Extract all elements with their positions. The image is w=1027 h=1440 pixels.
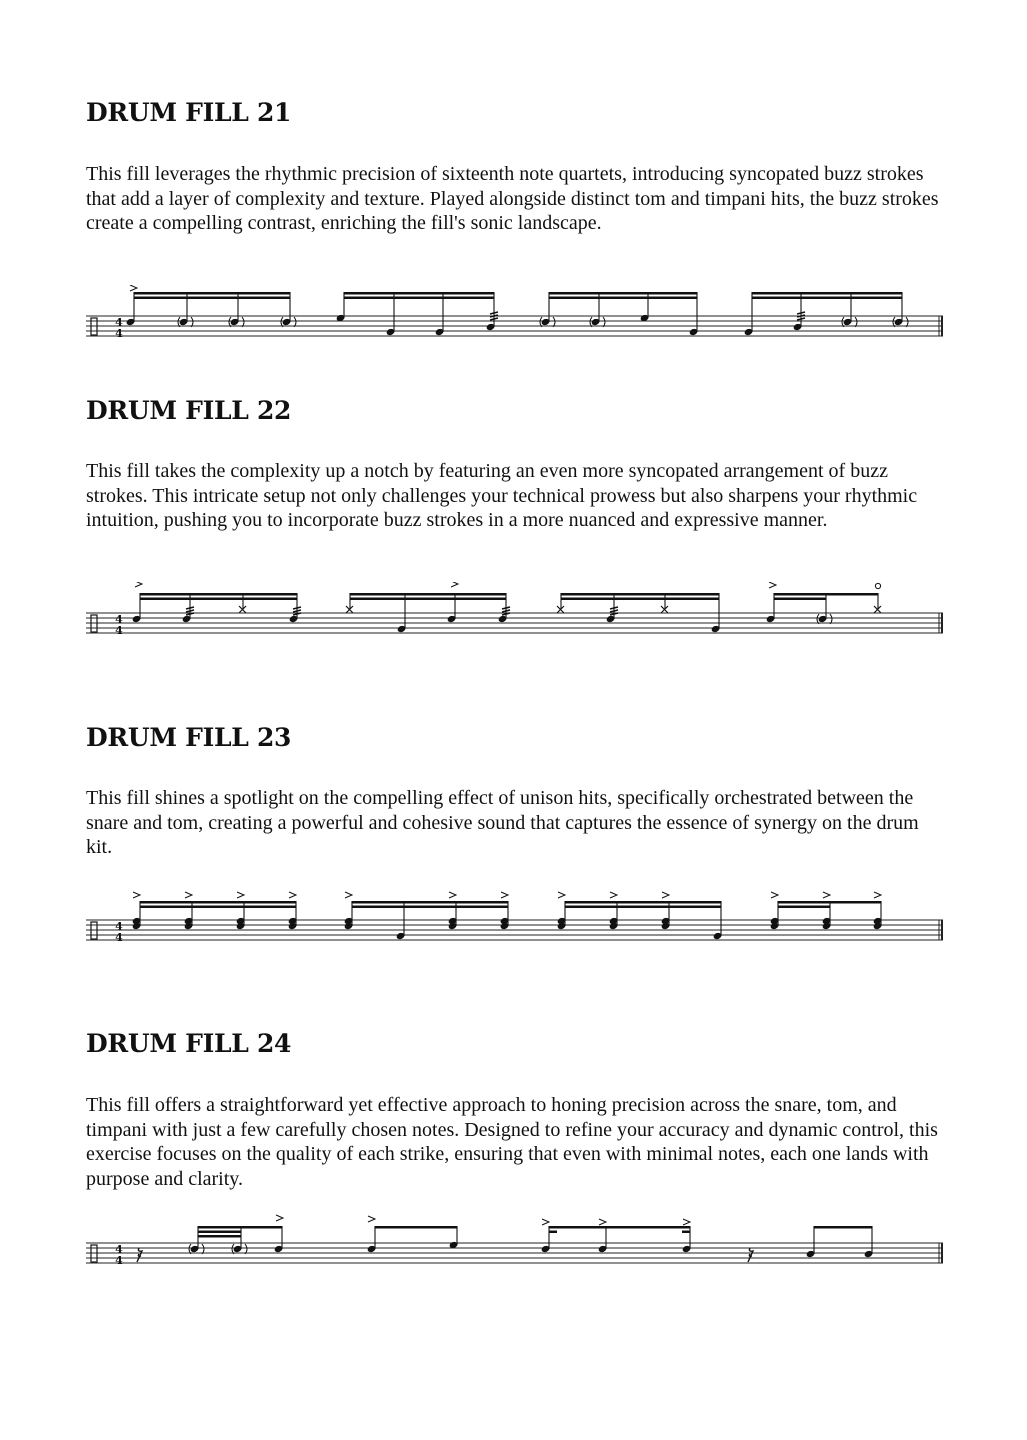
svg-text:4: 4 bbox=[115, 920, 123, 933]
svg-text:4: 4 bbox=[115, 931, 123, 944]
beams bbox=[134, 292, 902, 299]
svg-text:4: 4 bbox=[115, 613, 123, 626]
time-signature-denominator: 4 bbox=[115, 327, 123, 340]
time-signature bbox=[115, 316, 123, 340]
time-signature bbox=[115, 1243, 123, 1267]
drum-fill-21-description: This fill leverages the rhythmic precision of sixteenth note quartets, introducing syncopated buzz strokes that add a layer of complexity and texture. Played alongside distinct tom and timpani hits, the buzz strokes create a compelling contrast, enriching the fill's sonic landscape. bbox=[86, 163, 939, 234]
drum-fill-22-title: DRUM FILL 22 bbox=[86, 396, 292, 425]
drum-fill-21-notation bbox=[0, 285, 1027, 355]
time-signature bbox=[115, 920, 123, 944]
svg-text:4: 4 bbox=[115, 1243, 123, 1256]
svg-text:4: 4 bbox=[115, 1254, 123, 1267]
drum-fill-22-notation bbox=[0, 582, 1027, 652]
time-signature-numerator: 4 bbox=[115, 316, 123, 329]
drum-fill-21-title: DRUM FILL 21 bbox=[86, 98, 292, 127]
time-signature bbox=[115, 613, 123, 637]
accents bbox=[130, 285, 137, 291]
drum-fill-24-notation bbox=[0, 1212, 1027, 1282]
svg-text:4: 4 bbox=[115, 624, 123, 637]
drum-fill-24-title: DRUM FILL 24 bbox=[86, 1029, 292, 1058]
drum-fill-23-title: DRUM FILL 23 bbox=[86, 723, 292, 752]
drum-fill-23-description: This fill shines a spotlight on the compelling effect of unison hits, specifically orchestrated between the snare and tom, creating a powerful and cohesive sound that captures the essence of synergy on the drum kit. bbox=[86, 787, 919, 858]
drum-fill-22-description: This fill takes the complexity up a notch by featuring an even more syncopated arrangement of buzz strokes. This intricate setup not only challenges your technical prowess but also sharpens your rhythmic intuition, pushing you to incorporate buzz strokes in a more nuanced and expressive manner. bbox=[86, 460, 918, 531]
accents bbox=[133, 892, 881, 898]
staff-lines bbox=[86, 316, 943, 336]
sixteenth-rests bbox=[137, 1248, 753, 1262]
drum-fill-24-description: This fill offers a straightforward yet effective approach to honing precision across the snare, tom, and timpani with just a few carefully chosen notes. Designed to refine your accuracy and dynamic control, this exercise focuses on the quality of each strike, ensuring that even with minimal notes, each one lands with purpose and clarity. bbox=[86, 1094, 938, 1190]
drum-fill-23-notation bbox=[0, 889, 1027, 959]
cymbal-x-noteheads bbox=[239, 606, 881, 613]
